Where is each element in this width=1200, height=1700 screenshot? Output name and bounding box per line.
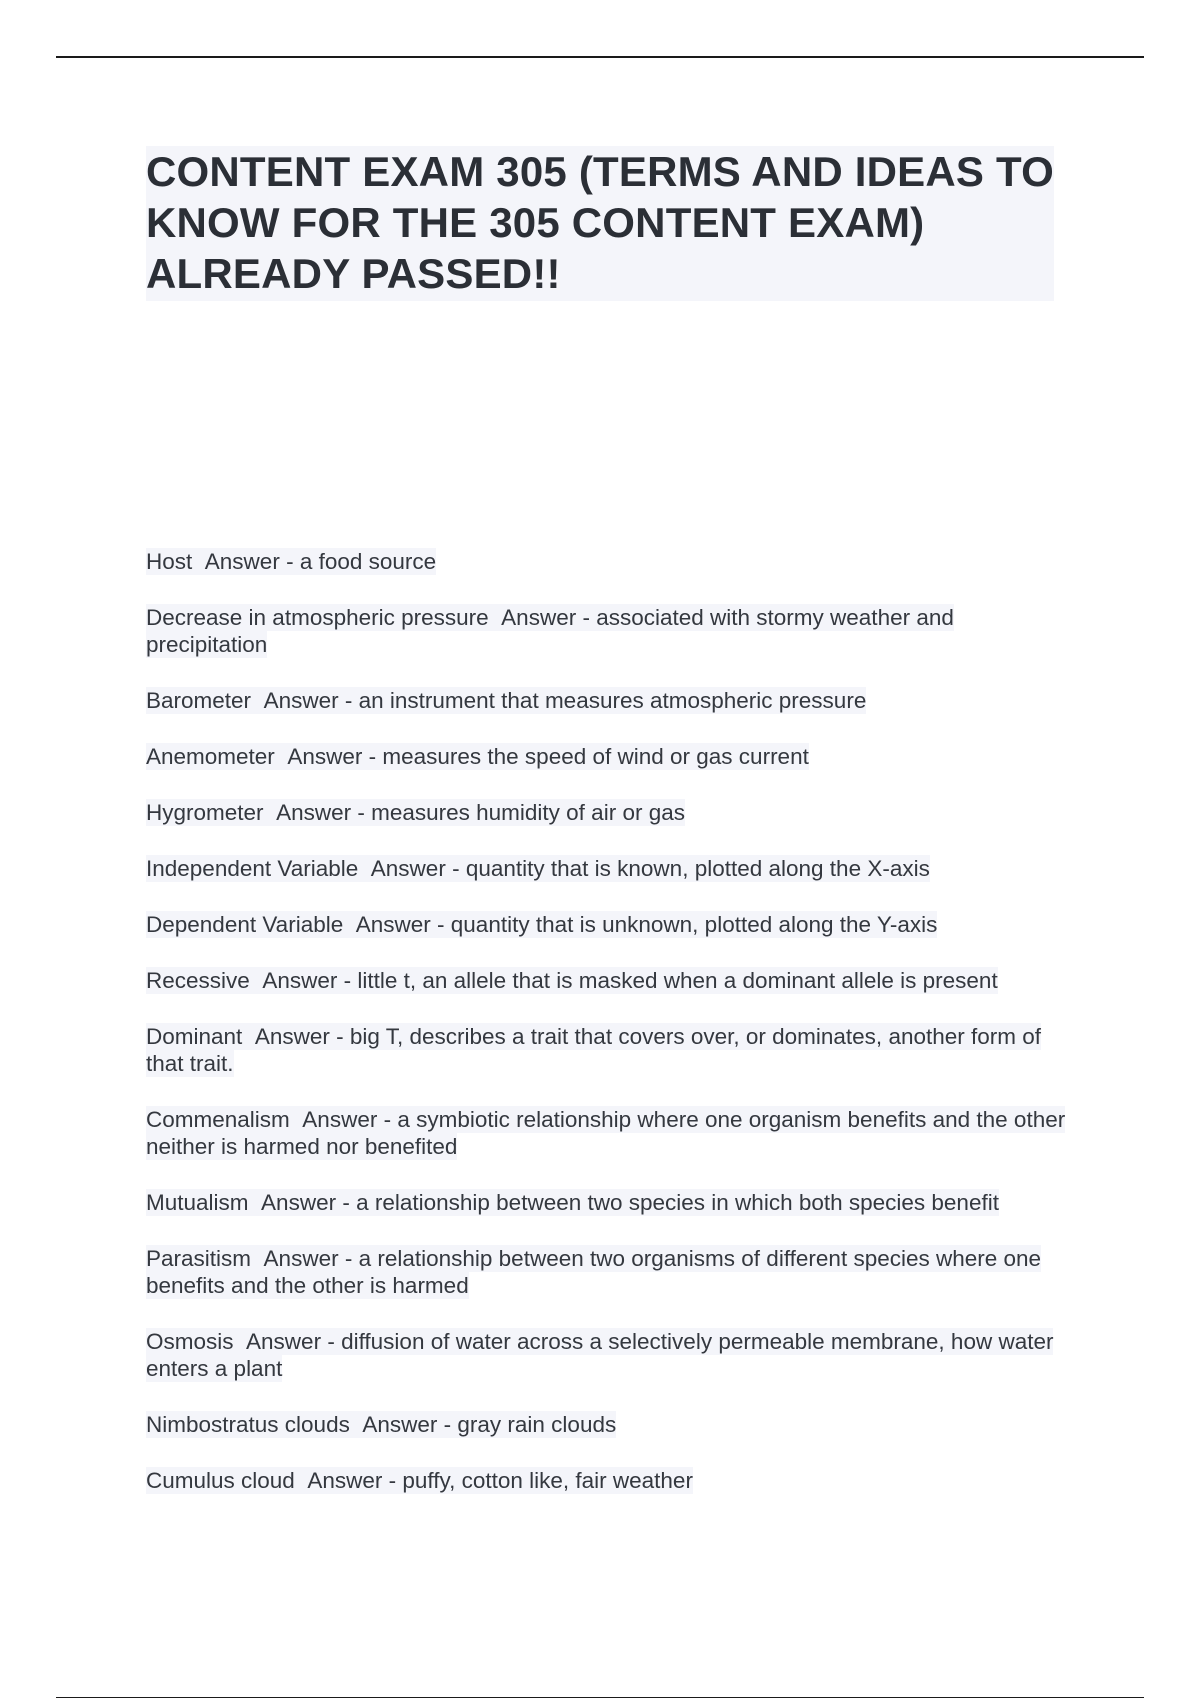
definition: puffy, cotton like, fair weather [402,1468,693,1493]
term-entry [146,1245,1066,1299]
term-list [146,548,1066,1523]
header-rule [56,56,1144,58]
definition: an instrument that measures atmospheric pressure [358,688,867,713]
term: Osmosis [146,1329,234,1354]
term-entry [146,548,1066,575]
term-entry [146,1106,1066,1160]
term: Decrease in atmospheric pressure [146,605,489,630]
term-entry [146,1023,1066,1077]
answer-label: Answer - [356,912,451,937]
answer-label: Answer - [307,1468,402,1493]
term: Host [146,549,193,574]
answer-label: Answer - [205,549,300,574]
definition: quantity that is known, plotted along the X-axis [465,856,930,881]
answer-label: Answer - [262,968,357,993]
answer-label: Answer - [287,744,382,769]
term-entry [146,687,1066,714]
term-entry [146,799,1066,826]
answer-label: Answer - [362,1412,457,1437]
definition: little t, an allele that is masked when a dominant allele is present [357,968,998,993]
term: Independent Variable [146,856,359,881]
term-entry [146,911,1066,938]
term-entry [146,1411,1066,1438]
term-entry [146,604,1066,658]
term-entry [146,743,1066,770]
term: Commenalism [146,1107,290,1132]
term: Anemometer [146,744,275,769]
definition: gray rain clouds [457,1412,617,1437]
term: Nimbostratus clouds [146,1412,350,1437]
term: Parasitism [146,1246,252,1271]
term: Dominant [146,1024,243,1049]
title-block [146,146,1054,301]
definition: big T, describes a trait that covers over, or dominates, another form of that trait. [146,1024,1042,1076]
term: Barometer [146,688,252,713]
definition: a food source [299,549,437,574]
definition: measures humidity of air or gas [371,800,685,825]
definition: quantity that is unknown, plotted along the Y-axis [450,912,938,937]
term: Recessive [146,968,250,993]
definition: associated with stormy weather and precipitation [146,605,954,657]
term: Cumulus cloud [146,1468,295,1493]
answer-label: Answer - [261,1190,356,1215]
term-entry [146,967,1066,994]
definition: a symbiotic relationship where one organism benefits and the other neither is harmed nor benefited [146,1107,1066,1159]
answer-label: Answer - [264,688,359,713]
term: Hygrometer [146,800,264,825]
definition: a relationship between two species in which both species benefit [356,1190,999,1215]
term-entry [146,1189,1066,1216]
term-entry [146,1467,1066,1494]
term: Dependent Variable [146,912,344,937]
answer-label: Answer - [264,1246,359,1271]
definition: a relationship between two organisms of different species where one benefits and the other is harmed [146,1246,1042,1298]
term-entry [146,855,1066,882]
answer-label: Answer - [371,856,466,881]
answer-label: Answer - [501,605,596,630]
footer-rule [56,1697,1144,1698]
answer-label: Answer - [246,1329,341,1354]
document-title: CONTENT EXAM 305 (TERMS AND IDEAS TO KNOW FOR THE 305 CONTENT EXAM) ALREADY PASSED!! [146,148,1054,297]
answer-label: Answer - [276,800,371,825]
answer-label: Answer - [255,1024,350,1049]
answer-label: Answer - [302,1107,397,1132]
definition: diffusion of water across a selectively permeable membrane, how water enters a plant [146,1329,1054,1381]
term: Mutualism [146,1190,249,1215]
definition: measures the speed of wind or gas current [382,744,809,769]
term-entry [146,1328,1066,1382]
